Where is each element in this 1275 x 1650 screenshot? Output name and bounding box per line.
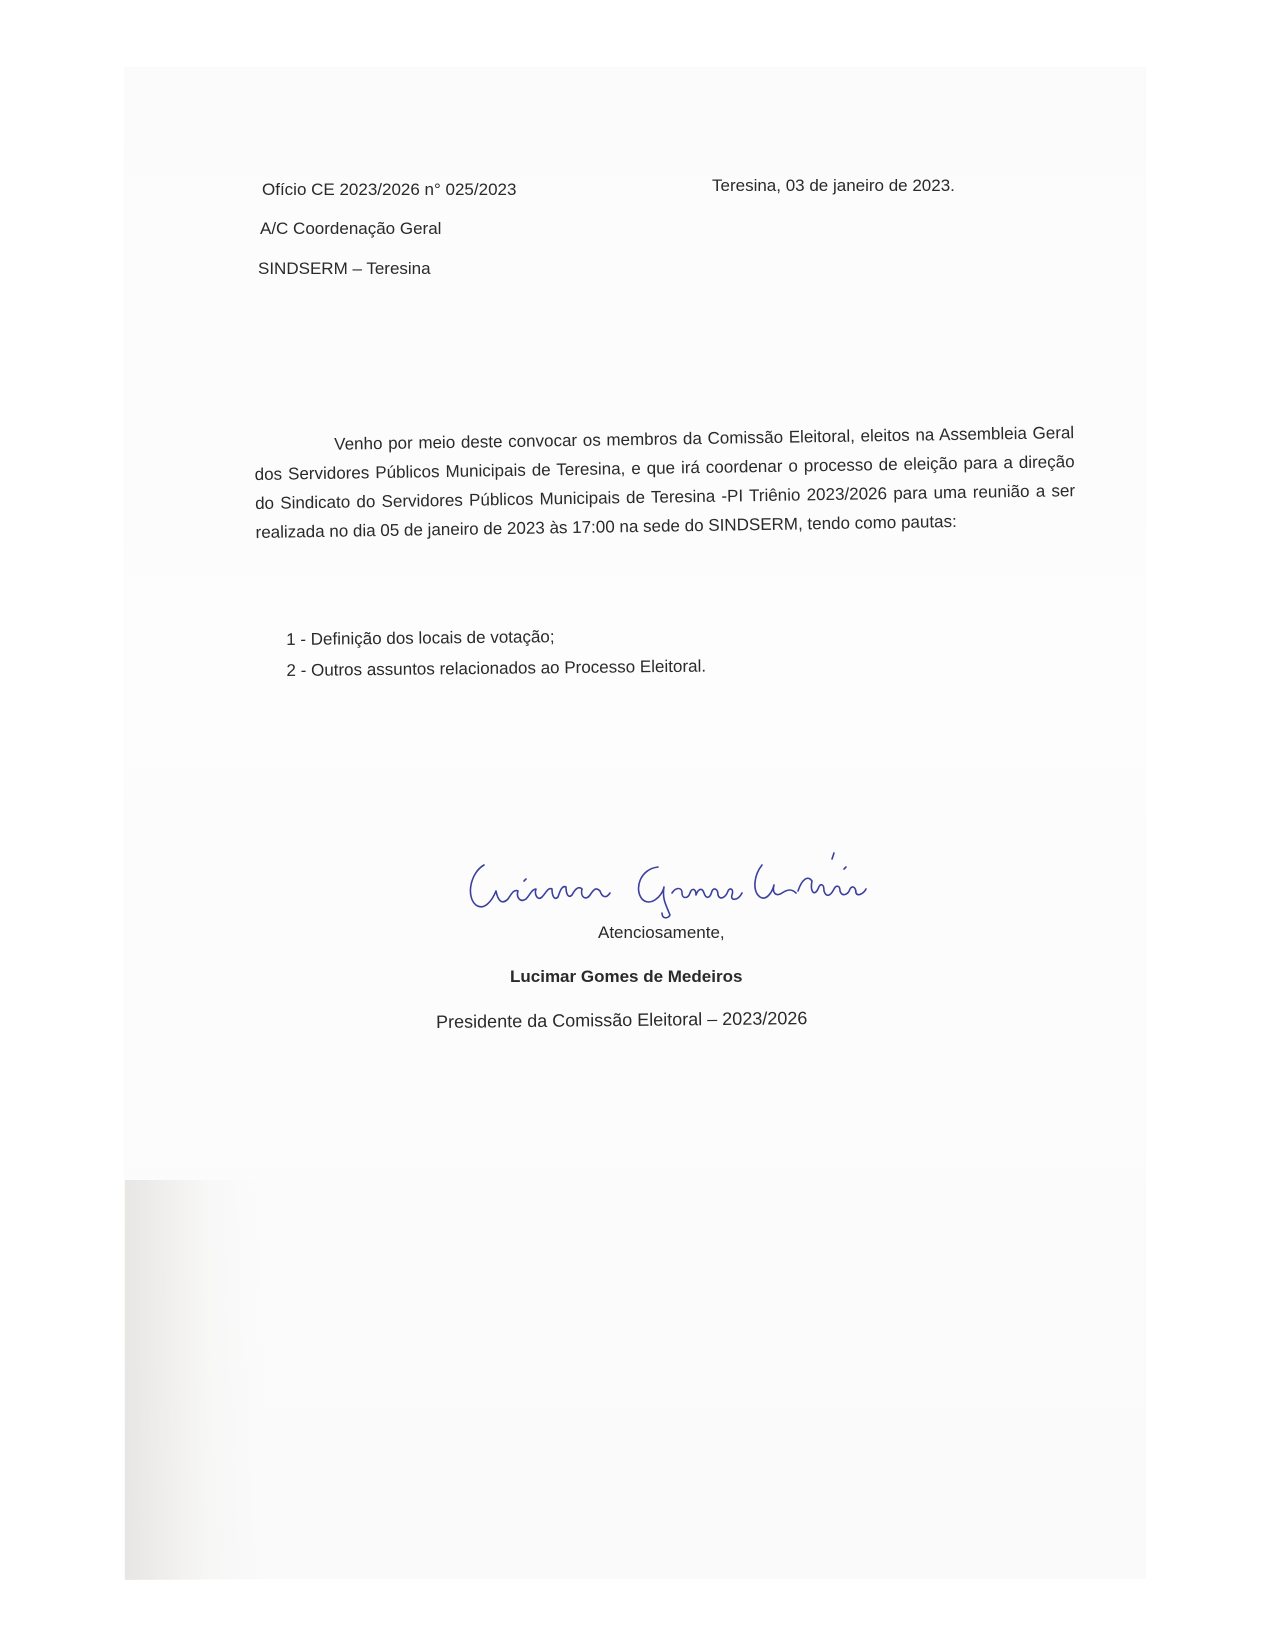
handwritten-signature [462, 845, 872, 925]
signer-role: Presidente da Comissão Eleitoral – 2023/2026 [436, 1008, 808, 1032]
document-page [125, 68, 1145, 1578]
agenda-item: 1 - Definição dos locais de votação; [286, 627, 555, 649]
signer-name: Lucimar Gomes de Medeiros [510, 967, 743, 986]
recipient-line: A/C Coordenação Geral [260, 219, 442, 238]
agenda-item: 2 - Outros assuntos relacionados ao Processo Eleitoral. [286, 656, 707, 680]
agenda-list [286, 620, 706, 686]
letter-body: Venho por meio deste convocar os membros da Comissão Eleitoral, eleitos na Assembleia Geral dos Servidores Públicos Municipais de Teresina, e que irá coordenar o processo de eleição para a direção do Sindicato do Servidores Públicos Municipais de Teresina -PI Triênio 2023/2026 para uma reunião a ser realizada no dia 05 de janeiro de 2023 às 17:00 na sede do SINDSERM, tendo como pautas: [254, 423, 1076, 542]
closing-salutation: Atenciosamente, [598, 923, 725, 942]
document-reference: Ofício CE 2023/2026 n° 025/2023 [262, 180, 517, 199]
organization-line: SINDSERM – Teresina [258, 259, 431, 278]
document-date: Teresina, 03 de janeiro de 2023. [712, 176, 955, 195]
